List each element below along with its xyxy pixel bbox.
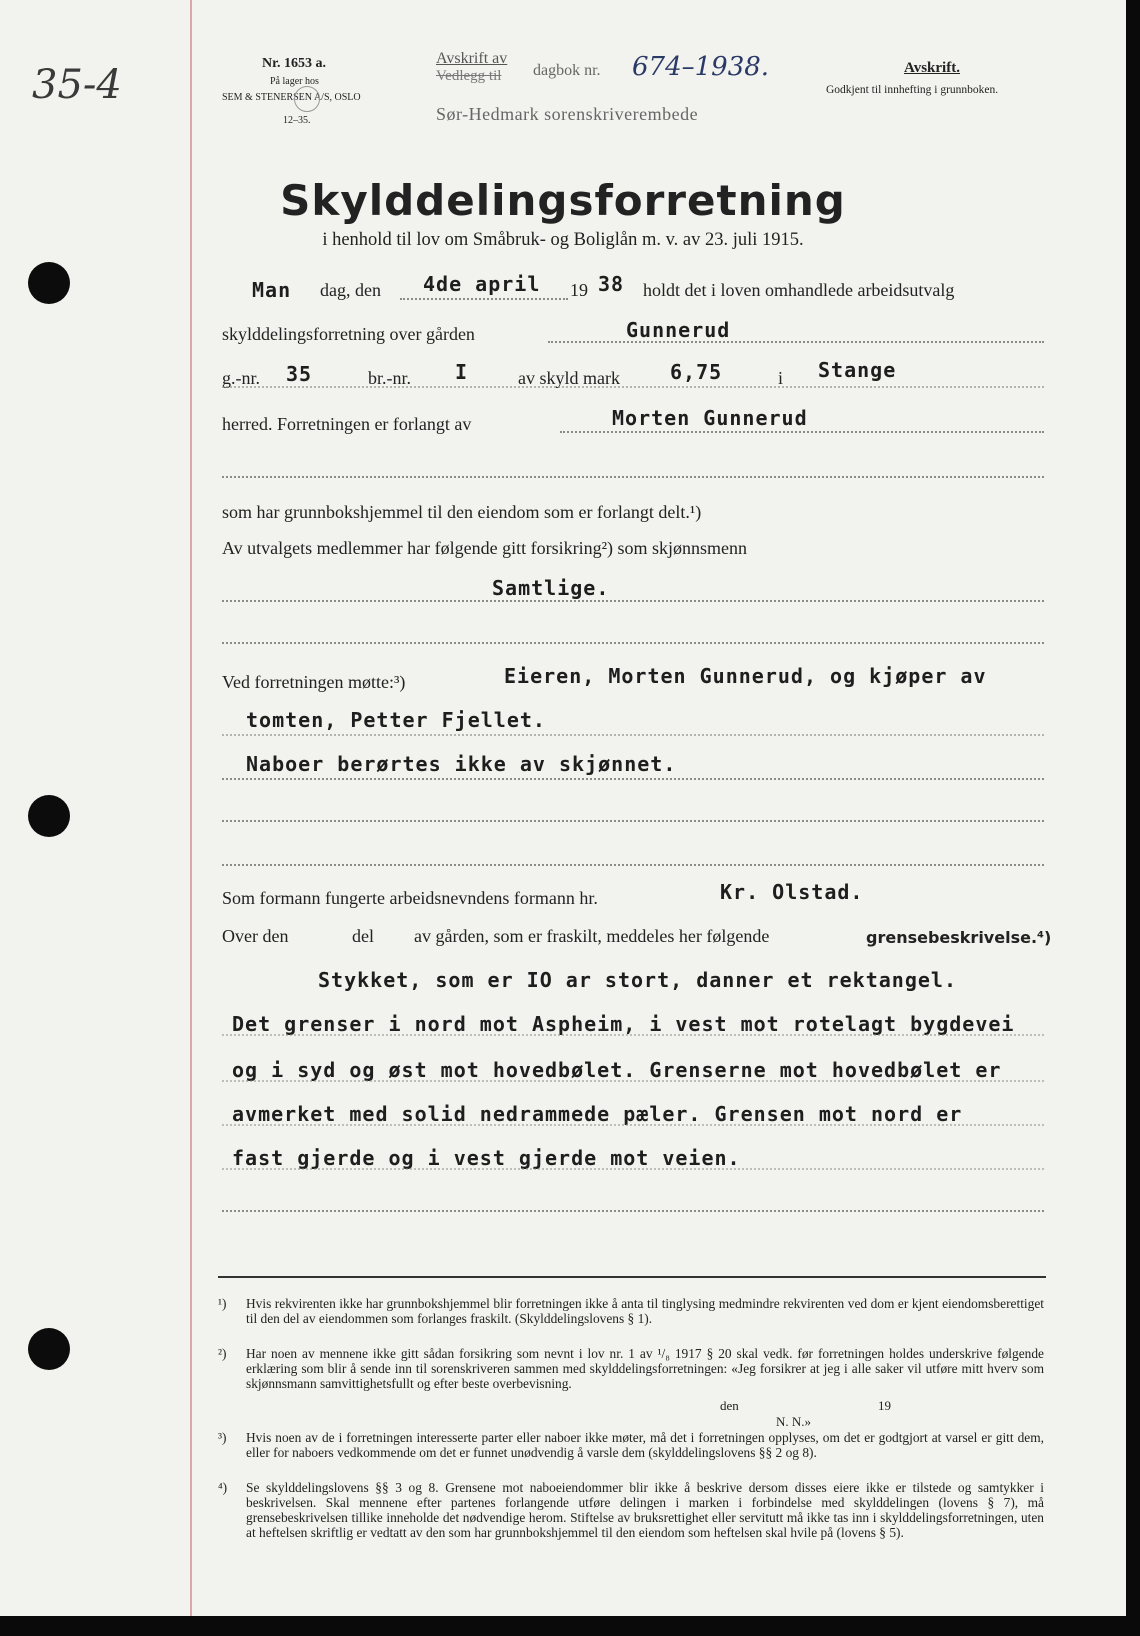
date-dots (400, 298, 568, 300)
chair-label: Som formann fungerte arbeidsnevndens formann hr. (222, 888, 598, 908)
gnr-dots (222, 386, 1044, 388)
grunnbok-line: som har grunnbokshjemmel til den eiendom som er forlangt delt.¹) (222, 502, 702, 522)
farm-label: skylddelingsforretning over gården (222, 324, 475, 344)
forsikring-dots (222, 600, 1044, 602)
footnote-2-sign: N. N.» (776, 1414, 812, 1429)
attendance-line3: Naboer berørtes ikke av skjønnet. (246, 752, 677, 776)
chair-value: Kr. Olstad. (720, 880, 864, 904)
blank-dots-1 (222, 476, 1044, 478)
attendance-dots-3 (222, 820, 1044, 822)
footnote-2-den: den (720, 1398, 739, 1413)
margin-note: 35-4 (32, 62, 122, 108)
footnote-1 (218, 1296, 1044, 1326)
footnote-1-number: ¹) (218, 1296, 227, 1311)
forsikring-value: Samtlige. (492, 576, 610, 600)
description-line2: Det grenser i nord mot Aspheim, i vest mot rotelagt bygdevei (232, 1012, 1015, 1036)
description-line1: Stykket, som er IO ar stort, danner et rektangel. (318, 968, 958, 992)
struck-label: Vedlegg til (436, 68, 502, 84)
description-dots-4 (222, 1168, 1044, 1170)
blank-dots-2 (222, 642, 1044, 644)
attendance-label: Ved forretningen møtte:³) (222, 672, 406, 692)
year-prefix: 19 (570, 280, 588, 300)
requester-dots (560, 431, 1044, 433)
avskrift-title: Avskrift. (904, 60, 960, 76)
attendance-line2: tomten, Petter Fjellet. (246, 708, 546, 732)
footnote-rule (218, 1276, 1046, 1278)
date-value: 4de april (423, 272, 541, 296)
dagbok-label: dagbok nr. (533, 62, 601, 79)
footnote-3-number: ³) (218, 1430, 227, 1445)
publisher-stamp-circle (294, 86, 320, 112)
description-line5: fast gjerde og i vest gjerde mot veien. (232, 1146, 741, 1170)
description-dots-5 (222, 1210, 1044, 1212)
form-date-code: 12–35. (283, 115, 311, 126)
copy-label: Avskrift av (436, 50, 508, 67)
attendance-dots-2 (222, 778, 1044, 780)
farm-dots (548, 341, 1044, 343)
punch-hole-middle (28, 795, 70, 837)
dag-label: dag, den (320, 280, 381, 300)
document-title: Skylddelingsforretning (280, 176, 846, 225)
footnote-3 (218, 1430, 1044, 1460)
footnote-2-year: 19 (878, 1398, 891, 1413)
document-subtitle: i henhold til lov om Småbruk- og Boliglån m. v. av 23. juli 1915. (322, 230, 804, 250)
skyld-label: av skyld mark (518, 368, 620, 388)
avskrift-subtitle: Godkjent til innhefting i grunnboken. (826, 84, 999, 96)
bnr-label: br.-nr. (368, 368, 411, 388)
over-label: Over den (222, 926, 289, 946)
footnote-4 (218, 1480, 1044, 1540)
i-label: i (778, 368, 784, 388)
attendance-dots-1 (222, 734, 1044, 736)
del-label: del (352, 926, 374, 946)
grensebeskrivelse-label: grensebeskrivelse.⁴) (866, 928, 1052, 947)
footnote-4-number: ⁴) (218, 1480, 228, 1495)
requester-value: Morten Gunnerud (612, 406, 808, 430)
footnote-1-text: Hvis rekvirenten ikke har grunnbokshjemmel blir forretningen ikke å anta til tinglysing medmindre rekvirenten ved dom er kjent eiendomsberettiget til den del av eiendommen som forlanges fraskilt. (Skylddelingslovens § 1). (246, 1296, 1044, 1326)
municipality-value: Stange (818, 358, 897, 382)
description-dots-2 (222, 1080, 1044, 1082)
publisher-line2: SEM & STENERSEN A/S, OSLO (222, 92, 361, 103)
farm-value: Gunnerud (626, 318, 731, 342)
bnr-value: I (455, 360, 469, 384)
weekday-value: Man (252, 278, 292, 302)
gnr-label: g.-nr. (222, 368, 260, 388)
punch-hole-top (28, 262, 70, 304)
description-dots-3 (222, 1124, 1044, 1126)
form-number: Nr. 1653 a. (262, 56, 327, 71)
punch-hole-bottom (28, 1328, 70, 1370)
dagbok-number: 674–1938. (632, 52, 770, 82)
forsikring-line: Av utvalgets medlemmer har følgende gitt forsikring²) som skjønnsmenn (222, 538, 747, 558)
footnote-3-text: Hvis noen av de i forretningen interesserte parter eller naboer ikke møter, må det i forretningen opplyses, om det er godtgjort at varsel er gitt dem, eller for naboers vedkommende om det er funnet unødvendig å varsle dem (skylddelingslovens §§ 2 og 8). (246, 1430, 1044, 1460)
publisher-line1: På lager hos (270, 76, 319, 87)
attendance-line1: Eieren, Morten Gunnerud, og kjøper av (504, 664, 987, 688)
description-line4: avmerket med solid nedrammede pæler. Grensen mot nord er (232, 1102, 963, 1126)
opening-text: holdt det i loven omhandlede arbeidsutvalg (643, 280, 955, 300)
attendance-dots-4 (222, 864, 1044, 866)
skyld-value: 6,75 (670, 360, 723, 384)
description-line3: og i syd og øst mot hovedbølet. Grenserne mot hovedbølet er (232, 1058, 1002, 1082)
gnr-value: 35 (286, 362, 313, 386)
requester-label: herred. Forretningen er forlangt av (222, 414, 472, 434)
footnote-2-text: Har noen av mennene ikke gitt sådan forsikring som nevnt i lov nr. 1 av ¹/₈ 1917 § 20 skal vedk. før forretningen holdes underskrive følgende erklæring som blir å sende inn til sorenskriveren sammen med skylddelingsforretningen: «Jeg forsikrer at jeg i alle saker vil utføre mitt hverv som skjønnsmann samvittighetsfullt og efter beste overbevisning. (246, 1346, 1044, 1391)
over-rest: av gården, som er fraskilt, meddeles her følgende (414, 926, 770, 946)
office-stamp: Sør-Hedmark sorenskriverembede (436, 104, 699, 124)
footnote-4-text: Se skylddelingslovens §§ 3 og 8. Grensene mot naboeiendommer blir ikke å beskrive dersom disses eiere ikke er tilstede og samtykker i beskrivelsen. Skal mennene efter partenes forlangende utføre delingen i marken i forbindelse med skylddelingen (lovens § 7), må grensebeskrivelsen tillike inneholde det nødvendige herom. Stiftelse av bruksrettighet eller servitutt må ikke tas inn i skylddelingsforretningen, uten at heftelsen skriftlig er vedtatt av den som har grunnbokshjemmel til den eiendom som heftelsen skal hvile på (lovens § 5). (246, 1480, 1044, 1540)
year-suffix: 38 (598, 272, 625, 296)
footnote-2 (218, 1346, 1044, 1391)
description-dots-1 (222, 1034, 1044, 1036)
footnote-2-number: ²) (218, 1346, 227, 1361)
